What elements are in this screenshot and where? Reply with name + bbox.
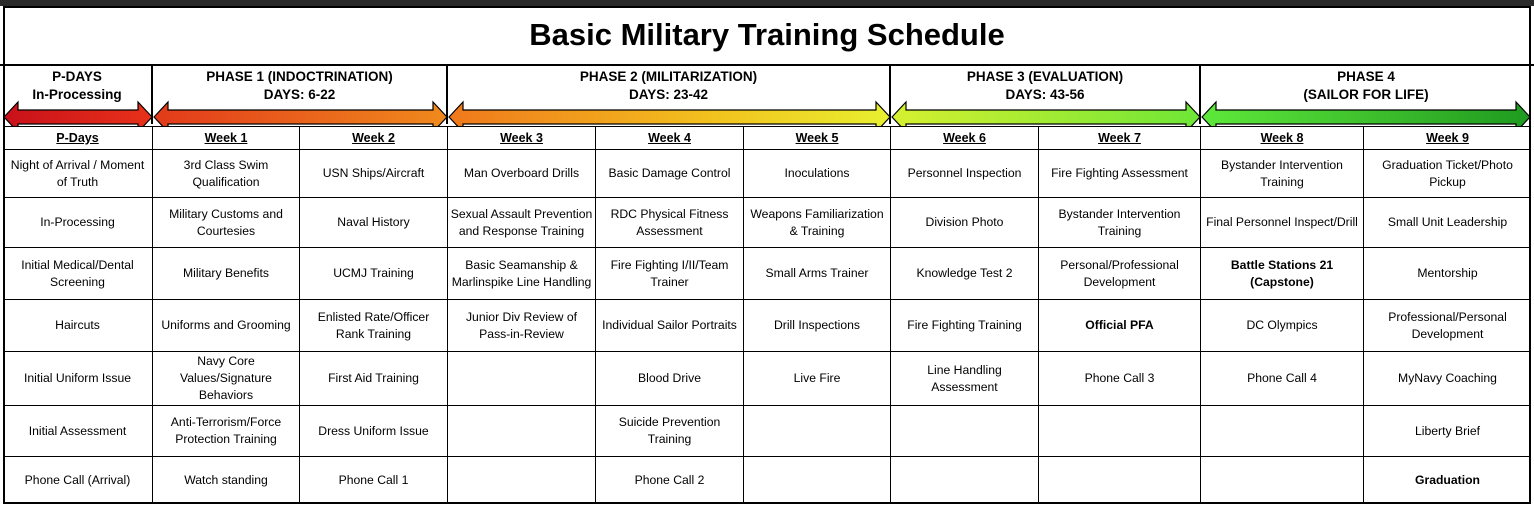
schedule-cell: Suicide Prevention Training (596, 406, 744, 457)
schedule-cell: Night of Arrival / Moment of Truth (3, 150, 153, 198)
schedule-cell: In-Processing (3, 198, 153, 248)
phase-days: DAYS: 43-56 (1005, 87, 1085, 102)
schedule-cell: Live Fire (744, 352, 891, 406)
schedule-cell: Military Benefits (153, 248, 300, 300)
schedule-cell: Phone Call (Arrival) (3, 457, 153, 504)
schedule-cell: Military Customs and Courtesies (153, 198, 300, 248)
schedule-cell: Naval History (300, 198, 448, 248)
schedule-cell: Phone Call 3 (1039, 352, 1201, 406)
phase-title: PHASE 2 (MILITARIZATION) (579, 69, 758, 84)
schedule-cell: Division Photo (891, 198, 1039, 248)
schedule-cell: Graduation (1364, 457, 1531, 504)
schedule-cell: First Aid Training (300, 352, 448, 406)
schedule-cell: Initial Medical/Dental Screening (3, 248, 153, 300)
schedule-cell: MyNavy Coaching (1364, 352, 1531, 406)
schedule-cell: Individual Sailor Portraits (596, 300, 744, 352)
schedule-cell: Phone Call 2 (596, 457, 744, 504)
schedule-cell: Battle Stations 21 (Capstone) (1201, 248, 1364, 300)
schedule-cell: Navy Core Values/Signature Behaviors (153, 352, 300, 406)
column-header-7: Week 7 (1039, 126, 1201, 150)
column-header-0: P-Days (3, 126, 153, 150)
schedule-cell: Personnel Inspection (891, 150, 1039, 198)
phase-days: DAYS: 23-42 (628, 87, 709, 102)
schedule-cell: Watch standing (153, 457, 300, 504)
schedule-cell: Anti-Terrorism/Force Protection Training (153, 406, 300, 457)
schedule-cell: Inoculations (744, 150, 891, 198)
column-header-9: Week 9 (1364, 126, 1531, 150)
page-title: Basic Military Training Schedule (0, 6, 1534, 66)
schedule-cell: Small Unit Leadership (1364, 198, 1531, 248)
column-header-3: Week 3 (448, 126, 596, 150)
phase-title: PHASE 1 (INDOCTRINATION) (206, 69, 393, 84)
schedule-cell: Line Handling Assessment (891, 352, 1039, 406)
phase-days: (SAILOR FOR LIFE) (1303, 87, 1429, 102)
schedule-cell: Mentorship (1364, 248, 1531, 300)
phase-days: In-Processing (32, 87, 122, 102)
schedule-cell: Fire Fighting Training (891, 300, 1039, 352)
schedule-cell: Dress Uniform Issue (300, 406, 448, 457)
schedule-cell: Initial Uniform Issue (3, 352, 153, 406)
schedule-cell: Junior Div Review of Pass-in-Review (448, 300, 596, 352)
schedule-cell: Blood Drive (596, 352, 744, 406)
schedule-cell: Bystander Intervention Training (1201, 150, 1364, 198)
schedule-cell: Professional/Personal Development (1364, 300, 1531, 352)
schedule-cell: Final Personnel Inspect/Drill (1201, 198, 1364, 248)
schedule-cell: 3rd Class Swim Qualification (153, 150, 300, 198)
column-header-8: Week 8 (1201, 126, 1364, 150)
schedule-cell: Fire Fighting I/II/Team Trainer (596, 248, 744, 300)
column-header-1: Week 1 (153, 126, 300, 150)
phase-days: DAYS: 6-22 (263, 87, 336, 102)
schedule-cell: Phone Call 4 (1201, 352, 1364, 406)
schedule-cell: Basic Damage Control (596, 150, 744, 198)
schedule-cell: Phone Call 1 (300, 457, 448, 504)
schedule-cell: Graduation Ticket/Photo Pickup (1364, 150, 1531, 198)
phase-title: PHASE 3 (EVALUATION) (966, 69, 1124, 84)
schedule-cell: UCMJ Training (300, 248, 448, 300)
schedule-cell: Basic Seamanship & Marlinspike Line Handling (448, 248, 596, 300)
schedule-cell: Uniforms and Grooming (153, 300, 300, 352)
schedule-cell: Knowledge Test 2 (891, 248, 1039, 300)
schedule-cell: Sexual Assault Prevention and Response Training (448, 198, 596, 248)
schedule-cell: Haircuts (3, 300, 153, 352)
column-header-5: Week 5 (744, 126, 891, 150)
phase-title: P-DAYS (52, 69, 102, 84)
table-frame (3, 6, 1531, 504)
schedule-cell: USN Ships/Aircraft (300, 150, 448, 198)
schedule-cell: Weapons Familiarization & Training (744, 198, 891, 248)
schedule-cell: Small Arms Trainer (744, 248, 891, 300)
schedule-cell: Liberty Brief (1364, 406, 1531, 457)
schedule-cell: Fire Fighting Assessment (1039, 150, 1201, 198)
schedule-cell: Personal/Professional Development (1039, 248, 1201, 300)
schedule-cell: Man Overboard Drills (448, 150, 596, 198)
schedule-cell: Bystander Intervention Training (1039, 198, 1201, 248)
schedule-cell: RDC Physical Fitness Assessment (596, 198, 744, 248)
column-header-6: Week 6 (891, 126, 1039, 150)
schedule-cell: Drill Inspections (744, 300, 891, 352)
schedule-cell: Official PFA (1039, 300, 1201, 352)
schedule-cell: Enlisted Rate/Officer Rank Training (300, 300, 448, 352)
phase-title: PHASE 4 (1337, 69, 1395, 84)
column-header-2: Week 2 (300, 126, 448, 150)
schedule-cell: DC Olympics (1201, 300, 1364, 352)
schedule-cell: Initial Assessment (3, 406, 153, 457)
column-header-4: Week 4 (596, 126, 744, 150)
